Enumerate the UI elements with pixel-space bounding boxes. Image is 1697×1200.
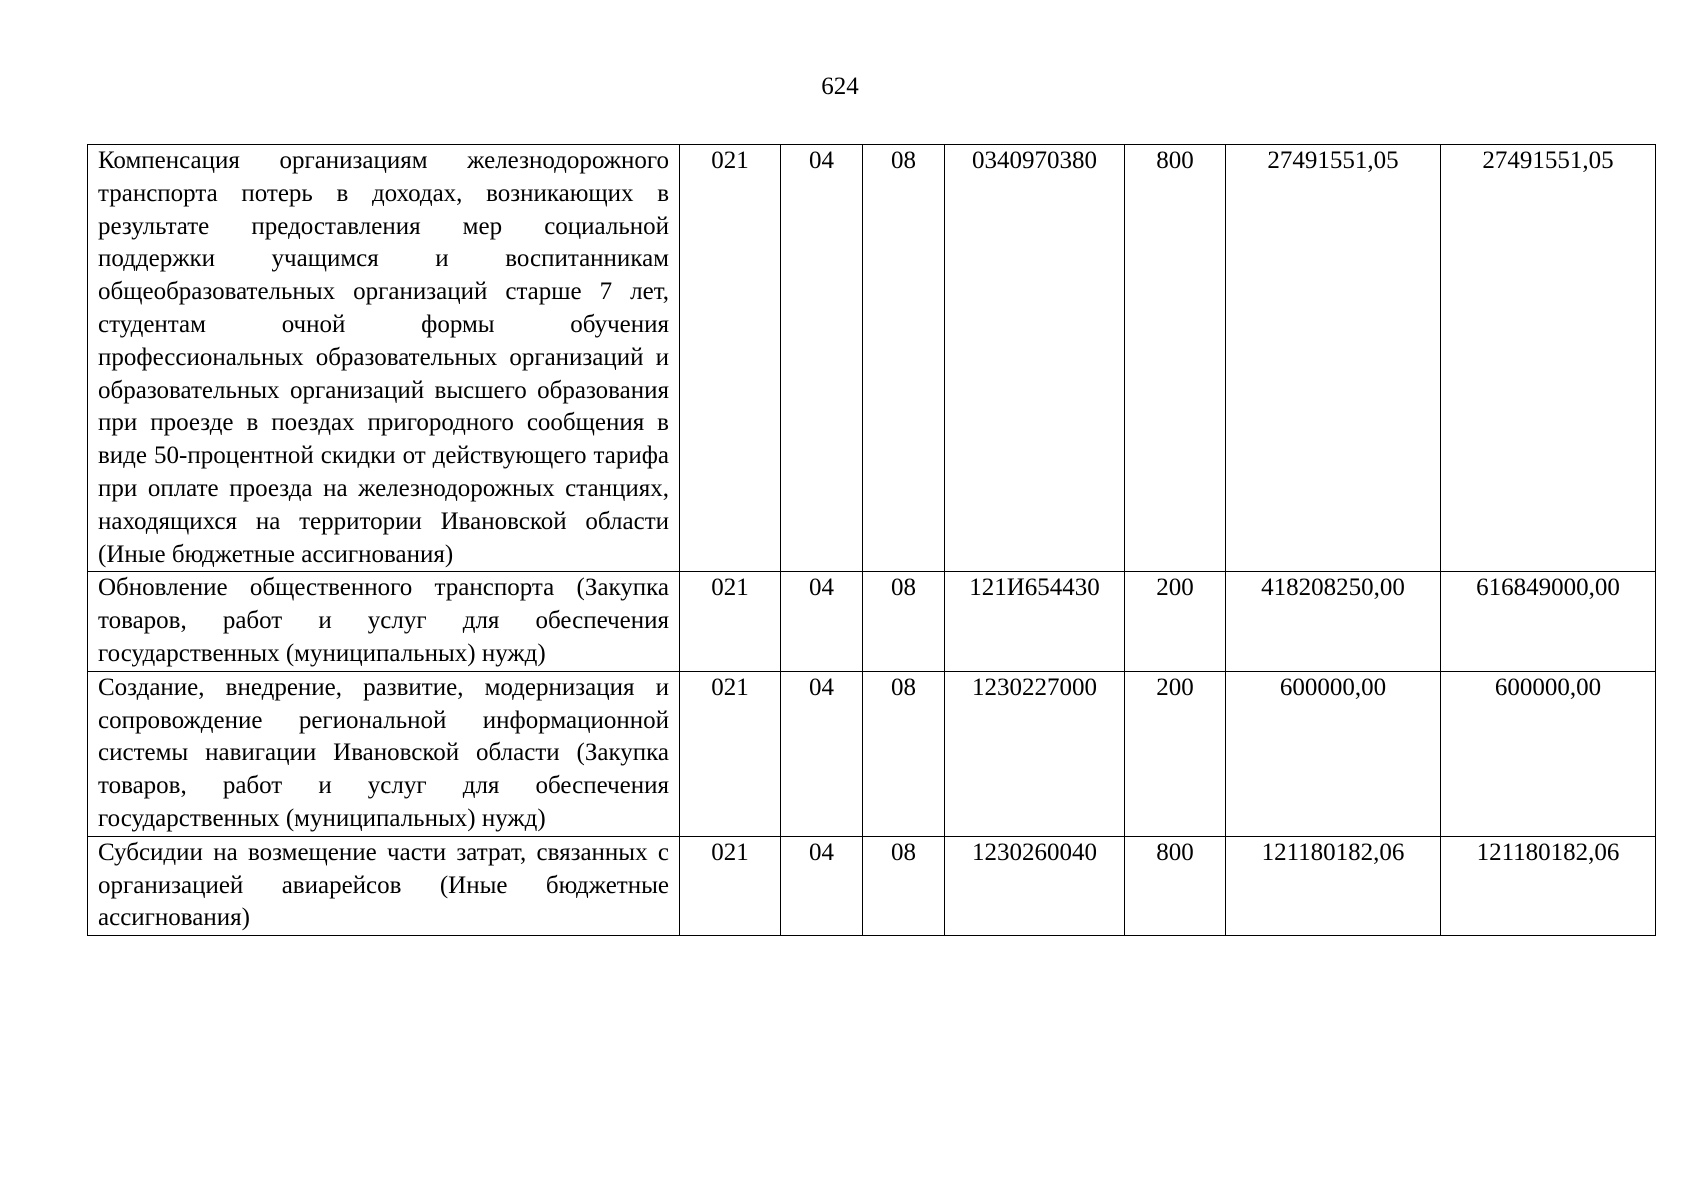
target-code-cell: 0340970380 [945,145,1125,572]
amount-2-cell: 27491551,05 [1441,145,1656,572]
expense-type-cell: 200 [1125,671,1226,836]
amount-2-cell: 600000,00 [1441,671,1656,836]
ministry-code-cell: 021 [680,572,781,671]
subsection-code-cell: 08 [863,145,945,572]
amount-1-cell: 27491551,05 [1226,145,1441,572]
amount-2-cell: 121180182,06 [1441,836,1656,935]
expense-type-cell: 200 [1125,572,1226,671]
section-code-cell: 04 [781,145,863,572]
description-cell: Субсидии на возмещение части затрат, связанных с организацией авиарейсов (Иные бюджетные ассигнования) [88,836,680,935]
section-code-cell: 04 [781,671,863,836]
table-row [88,836,1656,935]
section-code-cell: 04 [781,572,863,671]
subsection-code-cell: 08 [863,572,945,671]
section-code-cell: 04 [781,836,863,935]
amount-1-cell: 418208250,00 [1226,572,1441,671]
ministry-code-cell: 021 [680,836,781,935]
table-row [88,671,1656,836]
subsection-code-cell: 08 [863,671,945,836]
expense-type-cell: 800 [1125,836,1226,935]
budget-table [87,144,1656,936]
expense-type-cell: 800 [1125,145,1226,572]
amount-1-cell: 121180182,06 [1226,836,1441,935]
target-code-cell: 1230260040 [945,836,1125,935]
table-row [88,572,1656,671]
subsection-code-cell: 08 [863,836,945,935]
amount-2-cell: 616849000,00 [1441,572,1656,671]
description-cell: Создание, внедрение, развитие, модернизация и сопровождение региональной информационной системы навигации Ивановской области (Закупка товаров, работ и услуг для обеспечения государственных (муниципальных) нужд) [88,671,680,836]
amount-1-cell: 600000,00 [1226,671,1441,836]
description-cell: Обновление общественного транспорта (Закупка товаров, работ и услуг для обеспечения государственных (муниципальных) нужд) [88,572,680,671]
description-cell: Компенсация организациям железнодорожного транспорта потерь в доходах, возникающих в результате предоставления мер социальной поддержки учащимся и воспитанникам общеобразовательных организаций старше 7 лет, студентам очной формы обучения профессиональных образовательных организаций и образовательных организаций высшего образования при проезде в поездах пригородного сообщения в виде 50-процентной скидки от действующего тарифа при оплате проезда на железнодорожных станциях, находящихся на территории Ивановской области (Иные бюджетные ассигнования) [88,145,680,572]
target-code-cell: 1230227000 [945,671,1125,836]
ministry-code-cell: 021 [680,671,781,836]
target-code-cell: 121И654430 [945,572,1125,671]
table-row [88,145,1656,572]
ministry-code-cell: 021 [680,145,781,572]
page-number: 624 [821,73,859,100]
